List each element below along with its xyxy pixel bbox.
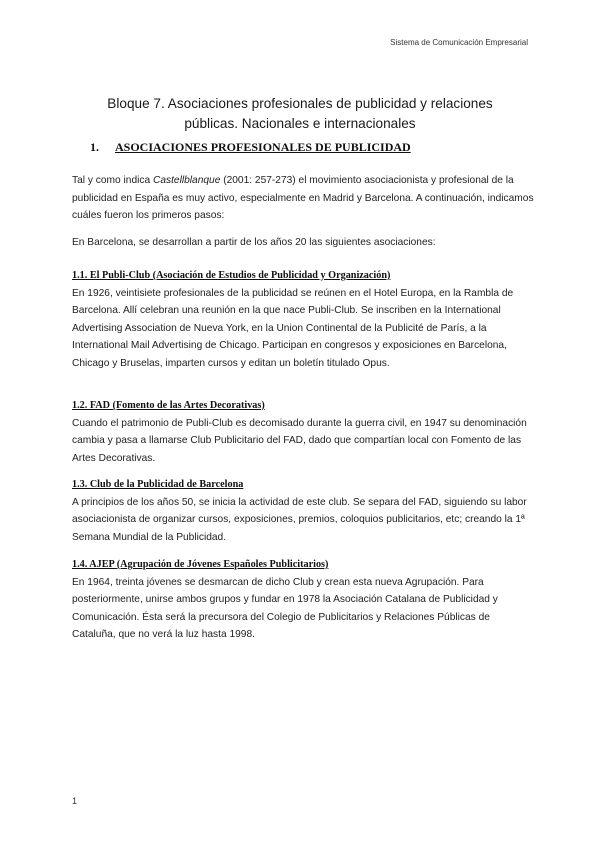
subsection-heading: 1.3. Club de la Publicidad de Barcelona <box>72 479 244 490</box>
intro-paragraph <box>72 172 534 225</box>
subsection-text: En 1964, treinta jóvenes se desmarcan de dicho Club y crean esta nueva Agrupación. Para posteriormente, unirse ambos grupos y fundar en 1978 la Asociación Catalana de Publicidad y Comunicación. Ésta será la precursora del Colegio de Publicitarios y Relaciones Públicas de Cataluña, que no verá la luz hasta 1998. <box>72 576 498 641</box>
page-number: 1 <box>72 796 78 806</box>
intro-text-start: Tal y como indica <box>72 175 153 186</box>
subsection-1-1 <box>72 267 534 373</box>
barcelona-paragraph <box>72 234 534 252</box>
title-line-1: Bloque 7. Asociaciones profesionales de publicidad y relaciones <box>107 96 493 111</box>
intro-author: Castellblanque <box>152 175 221 186</box>
subsection-1-4 <box>72 556 534 644</box>
subsection-1-2 <box>72 397 534 467</box>
intro-text-end: (2001: 257-273) el movimiento asociacionista y profesional de la publicidad en España es muy activo, especialmente en Madrid y Barcelona. A continuación, indicamos cuáles fueron los primeros pasos: <box>72 175 534 222</box>
section-heading <box>90 140 411 155</box>
subsection-text: A principios de los años 50, se inicia la actividad de este club. Se separa del FAD, siguiendo su labor asociacionista de organizar cursos, exposiciones, premios, coloquios publicitarios, etc; creando la 1ª Semana Mundial de la Publicidad. <box>72 496 527 543</box>
subsection-heading: 1.4. AJEP (Agrupación de Jóvenes Españoles Publicitarios) <box>72 559 329 570</box>
subsection-heading: 1.1. El Publi-Club (Asociación de Estudios de Publicidad y Organización) <box>72 270 391 281</box>
document-title <box>72 94 528 134</box>
section-title: ASOCIACIONES PROFESIONALES DE PUBLICIDAD <box>115 140 411 154</box>
subsection-text: Cuando el patrimonio de Publi-Club es decomisado durante la guerra civil, en 1947 su denominación cambia y pasa a llamarse Club Publicitario del FAD, dado que compartían local con Fomento de las Artes Decorativas. <box>72 417 527 464</box>
title-line-2: públicas. Nacionales e internacionales <box>184 116 416 131</box>
subsection-1-3 <box>72 476 534 546</box>
subsection-heading: 1.2. FAD (Fomento de las Artes Decorativas) <box>72 400 265 411</box>
running-header: Sistema de Comunicación Empresarial <box>390 38 528 47</box>
section-number: 1. <box>90 140 99 154</box>
barcelona-text: En Barcelona, se desarrollan a partir de los años 20 las siguientes asociaciones: <box>72 237 436 248</box>
subsection-text: En 1926, veintisiete profesionales de la publicidad se reúnen en el Hotel Europa, en la Rambla de Barcelona. Allí celebran una reunión en la que nace Publi-Club. Se inscriben en la International Advertising Association de Nueva York, en la Union Continental de la Publicité de París, a la International Mail Advertising de Chicago. Participan en congresos y exposiciones en Barcelona, Chicago y Bruselas, imparten cursos y editan un boletín titulado Opus. <box>72 287 514 369</box>
